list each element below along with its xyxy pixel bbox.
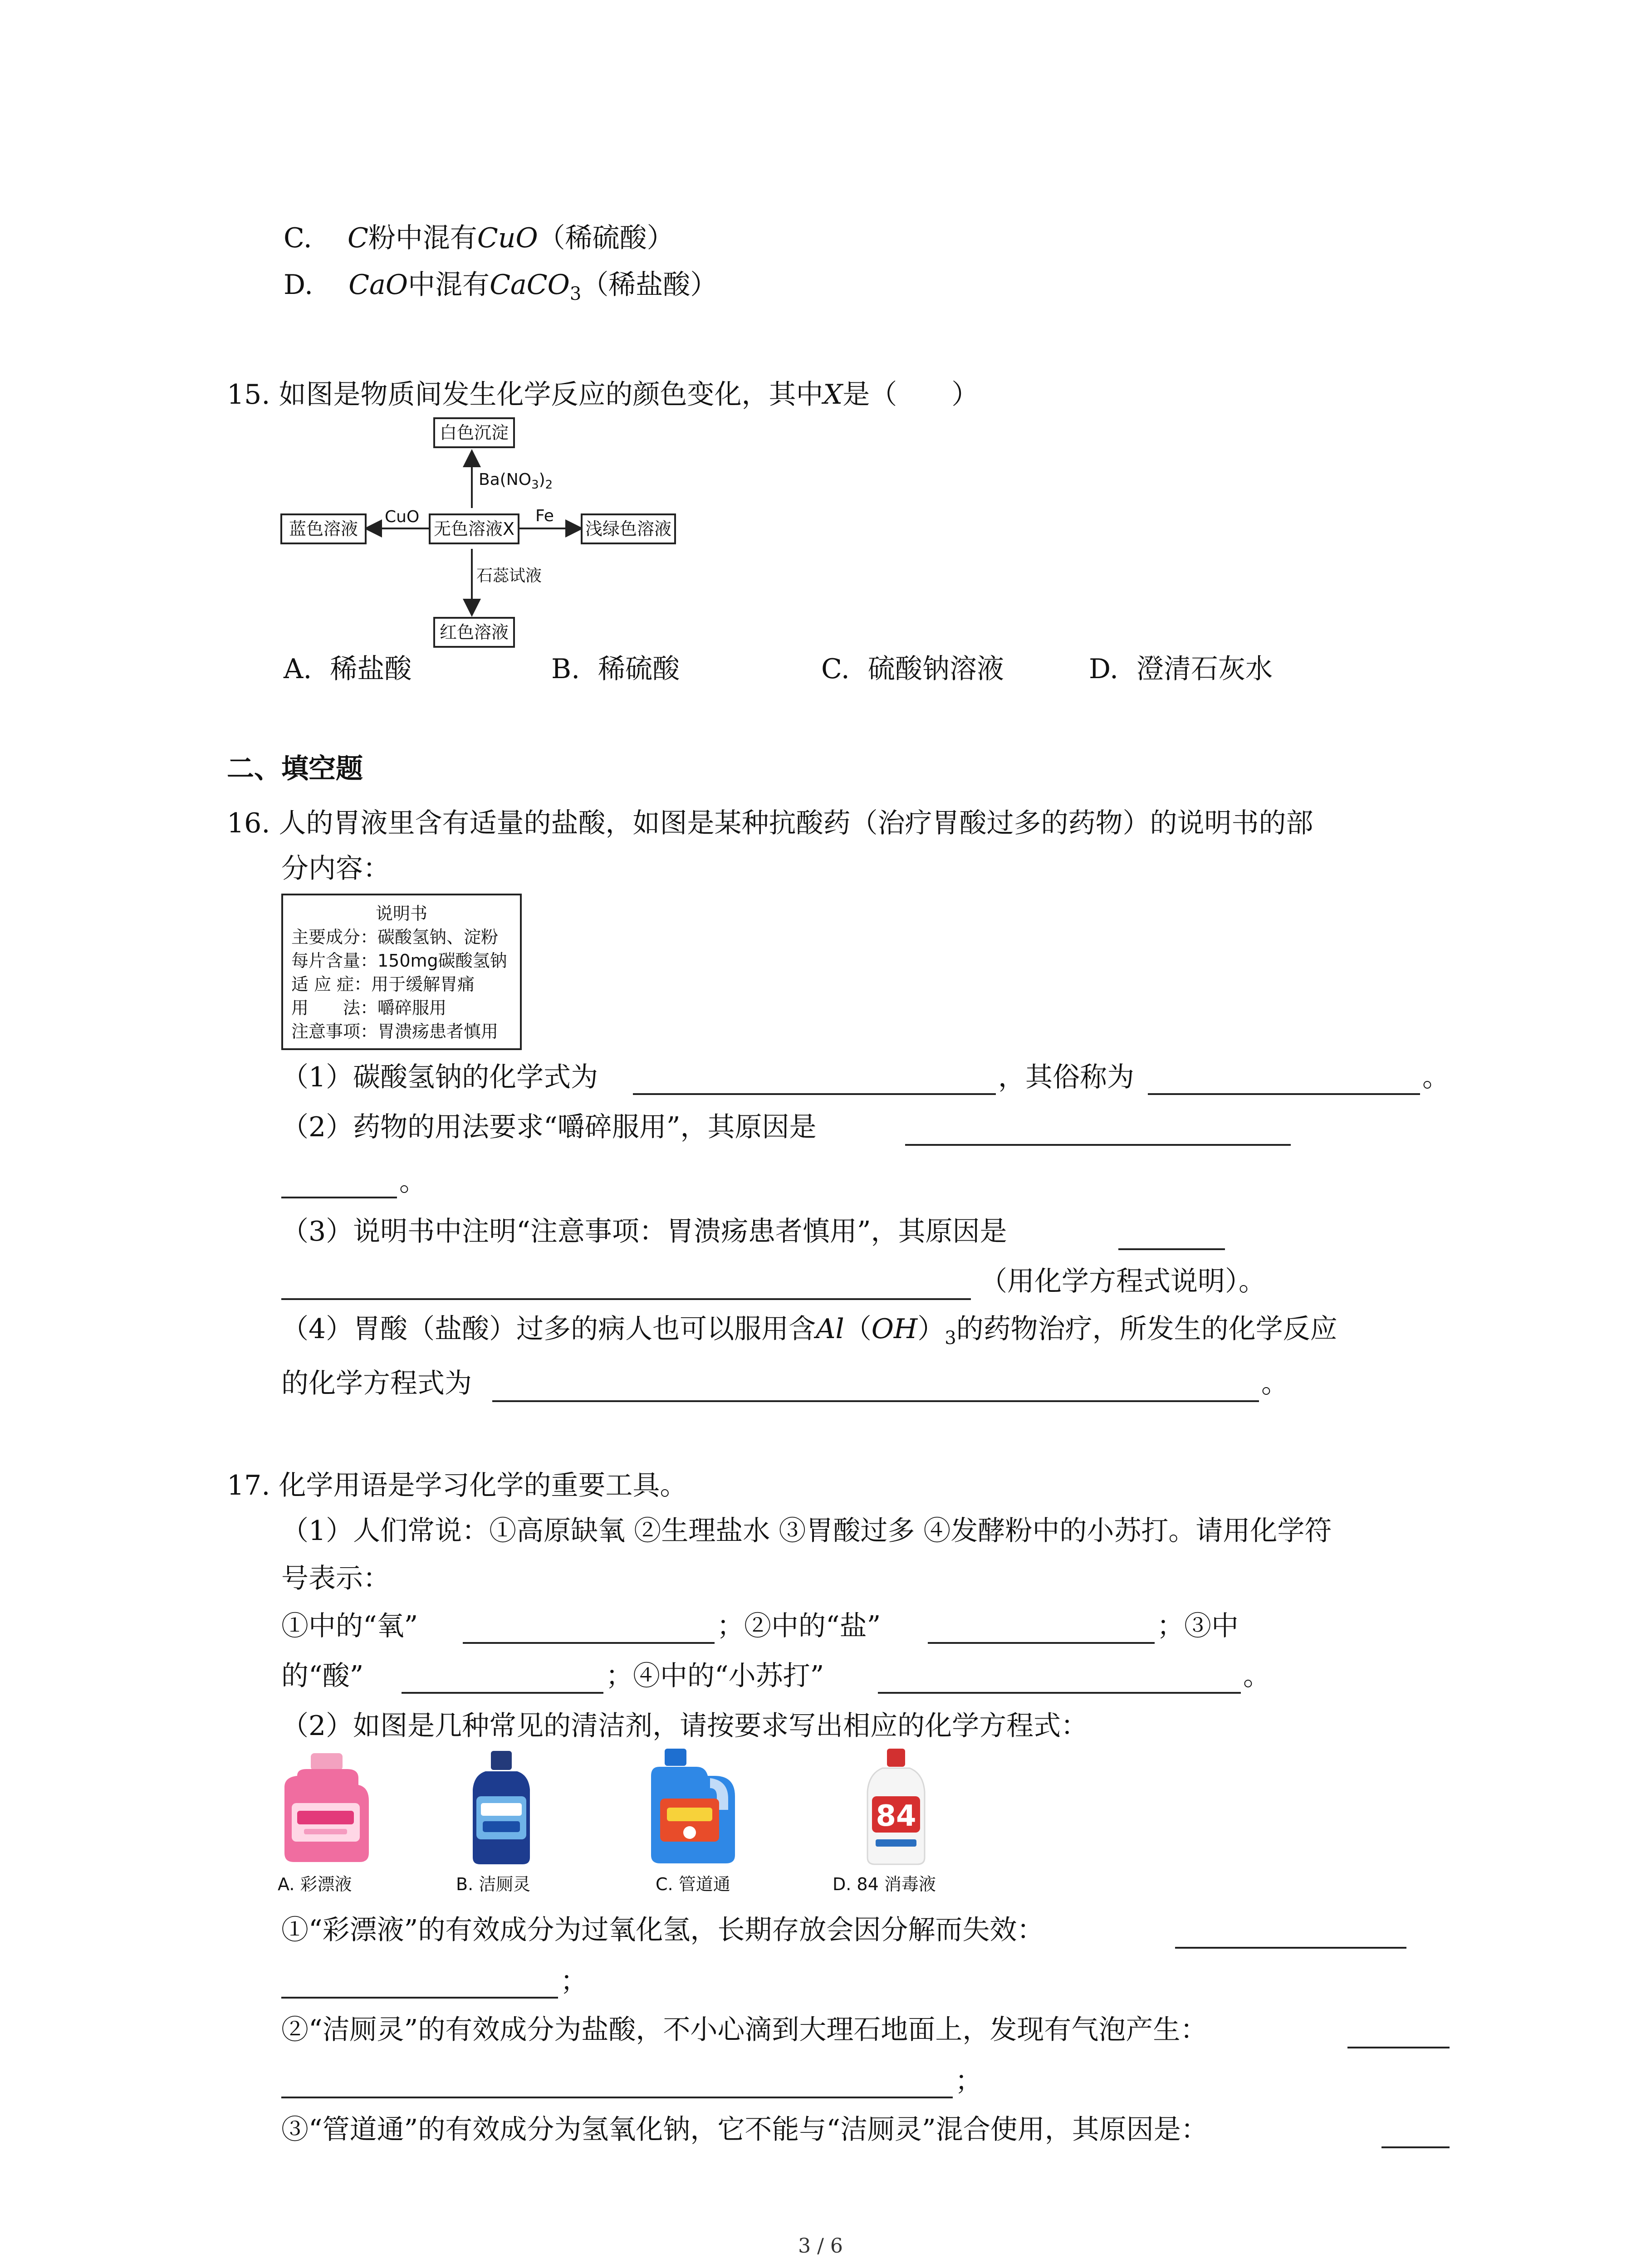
q15-option-c: C. 硫酸钠溶液: [821, 653, 1004, 685]
answer-blank[interactable]: [281, 2097, 953, 2098]
q15-option-a: A. 稀盐酸: [284, 653, 412, 685]
q14-option-c: C. C粉中混有CuO（稀硫酸）: [284, 222, 674, 254]
q16-stem-line2: 分内容：: [281, 853, 390, 885]
answer-blank[interactable]: [905, 1144, 1291, 1146]
q17-sub1-b: ；: [560, 1965, 588, 1997]
manual-line: 适 应 症：用于缓解胃痛: [291, 974, 475, 994]
q17-part1-e: ；④中的“小苏打”: [606, 1660, 824, 1692]
q17-part2: （2）如图是几种常见的清洁剂，请按要求写出相应的化学方程式：: [281, 1710, 1088, 1742]
center-box-colorless-solution-x: 无色溶液X: [429, 513, 519, 544]
answer-blank[interactable]: [878, 1692, 1241, 1694]
q16-part2-b: 。: [399, 1166, 426, 1198]
answer-blank[interactable]: [633, 1093, 996, 1095]
q17-sub2-a: ②“洁厕灵”的有效成分为盐酸，不小心滴到大理石地面上，发现有气泡产生：: [281, 2014, 1208, 2046]
q17-part1-d: 的“酸”: [281, 1660, 364, 1692]
q16-part3-b: （用化学方程式说明）。: [980, 1266, 1266, 1297]
page-number: 3 / 6: [798, 2234, 843, 2258]
q16-part1-c: 。: [1422, 1061, 1450, 1093]
q17-stem: 17. 化学用语是学习化学的重要工具。: [227, 1470, 687, 1501]
manual-line: 主要成分：碳酸氢钠、淀粉: [291, 927, 499, 947]
answer-blank[interactable]: [492, 1400, 1259, 1402]
answer-blank[interactable]: [402, 1692, 603, 1694]
bottle-d-84-disinfectant-icon: [862, 1746, 930, 1867]
bottom-box-red-solution: 红色溶液: [433, 617, 515, 648]
answer-blank[interactable]: [1148, 1093, 1420, 1095]
cleaner-label-d: D. 84 消毒液: [833, 1874, 936, 1894]
q17-part1-f: 。: [1243, 1660, 1270, 1692]
cleaner-label-b: B. 洁厕灵: [456, 1874, 531, 1894]
answer-blank[interactable]: [928, 1642, 1155, 1644]
answer-blank[interactable]: [463, 1642, 715, 1644]
reagent-cuo: CuO: [385, 508, 420, 526]
medicine-manual: [281, 894, 522, 1050]
q16-part3-a: （3）说明书中注明“注意事项：胃溃疡患者慎用”，其原因是: [281, 1216, 1007, 1247]
bottle-b-toilet-cleaner-icon: [467, 1749, 535, 1867]
q14-option-d: D. CaO中混有CaCO$_3$（稀盐酸）: [284, 269, 718, 304]
q16-part1-b: ，其俗称为: [998, 1061, 1134, 1093]
cleaner-label-a: A. 彩漂液: [278, 1874, 352, 1894]
bottle-c-drain-cleaner-icon: [647, 1746, 742, 1867]
q17-part1-line1: （1）人们常说：①高原缺氧 ②生理盐水 ③胃酸过多 ④发酵粉中的小苏打。请用化学符: [281, 1515, 1332, 1547]
q15-option-b: B. 稀硫酸: [551, 653, 680, 685]
reagent-barium-nitrate: $Ba(NO_3)_2$: [479, 470, 553, 492]
q15-stem: 15. 如图是物质间发生化学反应的颜色变化，其中X是（ ）: [227, 379, 979, 411]
right-box-pale-green-solution: 浅绿色溶液: [581, 513, 676, 544]
answer-blank[interactable]: [1175, 1947, 1406, 1949]
answer-blank[interactable]: [1118, 1248, 1225, 1250]
q17-part1-c: ；③中: [1157, 1610, 1239, 1642]
reagent-litmus: 石蕊试液: [476, 567, 542, 585]
q15-option-d: D. 澄清石灰水: [1089, 653, 1273, 685]
answer-blank[interactable]: [281, 1997, 558, 1999]
cleaner-label-c: C. 管道通: [656, 1874, 730, 1894]
q17-sub1-a: ①“彩漂液”的有效成分为过氧化氢，长期存放会因分解而失效：: [281, 1914, 1044, 1946]
left-box-blue-solution: 蓝色溶液: [280, 513, 367, 544]
bottle-d-brand-text: 84: [876, 1799, 916, 1833]
top-box-white-precipitate: 白色沉淀: [433, 417, 515, 448]
bottle-a-color-bleach-icon: [279, 1751, 374, 1867]
q17-sub3-a: ③“管道通”的有效成分为氢氧化钠，它不能与“洁厕灵”混合使用，其原因是：: [281, 2114, 1208, 2146]
manual-title: 说明书: [375, 904, 427, 924]
q17-part1-a: ①中的“氧”: [281, 1610, 418, 1642]
manual-line: 用 法：嚼碎服用: [291, 998, 447, 1018]
q16-part4-d: 。: [1261, 1368, 1288, 1399]
answer-blank[interactable]: [281, 1197, 397, 1198]
answer-blank[interactable]: [1347, 2047, 1450, 2048]
q16-stem-line1: 16. 人的胃液里含有适量的盐酸，如图是某种抗酸药（治疗胃酸过多的药物）的说明书的部: [227, 807, 1313, 839]
q17-sub2-b: ；: [955, 2065, 982, 2097]
answer-blank[interactable]: [281, 1298, 971, 1300]
q17-part1-line2: 号表示：: [281, 1563, 390, 1594]
answer-blank[interactable]: [1381, 2146, 1450, 2148]
manual-line: 每片含量：150mg碳酸氢钠: [291, 951, 507, 971]
q16-part4-a: （4）胃酸（盐酸）过多的病人也可以服用含$Al(OH)_3$的药物治疗，所发生的化学反应: [281, 1313, 1337, 1349]
reagent-fe: Fe: [535, 507, 554, 525]
manual-line: 注意事项：胃溃疡患者慎用: [291, 1022, 499, 1041]
q17-part1-b: ；②中的“盐”: [717, 1610, 881, 1642]
q16-part1-a: （1）碳酸氢钠的化学式为: [281, 1061, 598, 1093]
section-title-fill-in: 二、填空题: [227, 753, 363, 785]
q16-part2-a: （2）药物的用法要求“嚼碎服用”，其原因是: [281, 1111, 817, 1143]
q16-part4-c: 的化学方程式为: [281, 1368, 472, 1399]
